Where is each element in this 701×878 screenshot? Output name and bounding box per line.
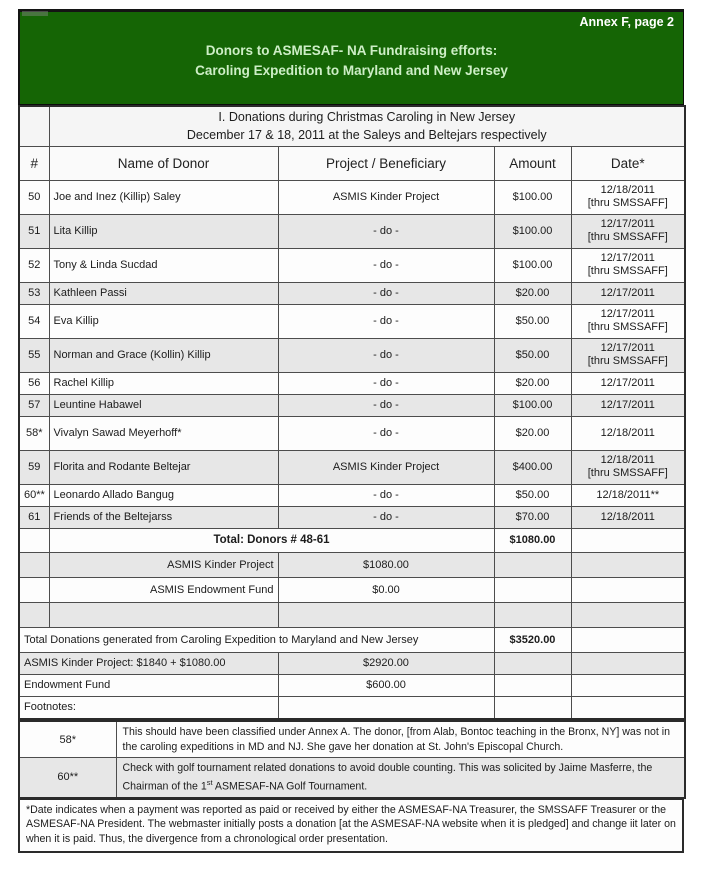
section-header-cell	[49, 106, 685, 146]
donor-row	[19, 372, 685, 394]
footnotes-table	[18, 720, 686, 799]
column-header-number: #	[19, 146, 49, 180]
donor-row	[19, 484, 685, 506]
subtotal-spacer-cell	[19, 552, 49, 577]
project-cell: ASMIS Kinder Project	[278, 450, 494, 484]
date-cell	[571, 484, 685, 506]
donor-row	[19, 214, 685, 248]
donor-name-cell: Joe and Inez (Killip) Saley	[49, 180, 278, 214]
donor-name-cell: Vivalyn Sawad Meyerhoff*	[49, 416, 278, 450]
donor-row	[19, 304, 685, 338]
column-header-amount: Amount	[494, 146, 571, 180]
column-header-project: Project / Beneficiary	[278, 146, 494, 180]
date-cell	[571, 394, 685, 416]
project-cell: - do -	[278, 304, 494, 338]
project-cell: - do -	[278, 248, 494, 282]
summary-kinder-amount-cell	[494, 652, 571, 674]
date-cell	[571, 214, 685, 248]
donor-name-cell: Rachel Killip	[49, 372, 278, 394]
date-cell	[571, 372, 685, 394]
amount-cell: $20.00	[494, 416, 571, 450]
subtotal-kinder-label: ASMIS Kinder Project	[49, 552, 278, 577]
column-header-name: Name of Donor	[49, 146, 278, 180]
footnotes-label: Footnotes:	[19, 696, 278, 719]
spacer-cell	[278, 602, 494, 627]
subtotal-endowment-amount-cell	[494, 577, 571, 602]
amount-cell: $50.00	[494, 484, 571, 506]
total-row-spacer-cell	[19, 528, 49, 552]
donor-name-cell: Kathleen Passi	[49, 282, 278, 304]
donor-name-cell: Lita Killip	[49, 214, 278, 248]
section-header-line1: I. Donations during Christmas Caroling in New Jersey	[218, 110, 516, 125]
subtotal-endowment-label: ASMIS Endowment Fund	[49, 577, 278, 602]
date-line2: [thru SMSSAFF]	[587, 467, 668, 479]
summary-kinder-value: $2920.00	[278, 652, 494, 674]
date-line2: [thru SMSSAFF]	[587, 197, 668, 209]
date-line1: 12/18/2011	[600, 454, 655, 466]
date-line1: 12/17/2011	[600, 398, 655, 411]
project-cell: - do -	[278, 282, 494, 304]
summary-row-kinder	[19, 652, 685, 674]
donor-name-cell: Norman and Grace (Kollin) Killip	[49, 338, 278, 372]
donor-row	[19, 282, 685, 304]
summary-row-endowment	[19, 674, 685, 696]
donations-table	[18, 105, 686, 720]
total-row	[19, 528, 685, 552]
donor-name-cell: Tony & Linda Sucdad	[49, 248, 278, 282]
date-line2: [thru SMSSAFF]	[587, 321, 668, 333]
footnote-60-text	[116, 758, 685, 798]
grand-total-row	[19, 627, 685, 652]
donor-number-cell: 55	[19, 338, 49, 372]
footnote-row-60	[19, 758, 685, 798]
spacer-cell	[19, 602, 49, 627]
date-line1: 12/17/2011	[600, 308, 655, 320]
date-cell	[571, 282, 685, 304]
donor-number-cell: 50	[19, 180, 49, 214]
subtotal-kinder-date-cell	[571, 552, 685, 577]
donor-name-cell: Florita and Rodante Beltejar	[49, 450, 278, 484]
summary-endowment-amount-cell	[494, 674, 571, 696]
date-line2: [thru SMSSAFF]	[587, 231, 668, 243]
date-cell	[571, 338, 685, 372]
column-header-row	[19, 146, 685, 180]
donor-number-cell: 57	[19, 394, 49, 416]
date-line1: 12/18/2011	[600, 184, 655, 196]
subtotal-endowment-date-cell	[571, 577, 685, 602]
date-line1: 12/17/2011	[600, 218, 655, 230]
donor-row	[19, 506, 685, 528]
total-date-cell	[571, 528, 685, 552]
donor-number-cell: 58*	[19, 416, 49, 450]
project-cell: - do -	[278, 484, 494, 506]
amount-cell: $70.00	[494, 506, 571, 528]
section-header-spacer-cell	[19, 106, 49, 146]
donor-number-cell: 56	[19, 372, 49, 394]
project-cell: - do -	[278, 394, 494, 416]
footnote-60-superscript: st	[206, 777, 213, 787]
spacer-row	[19, 602, 685, 627]
donor-number-cell: 51	[19, 214, 49, 248]
footnotes-label-row	[19, 696, 685, 719]
date-line1: 12/17/2011	[600, 342, 655, 354]
grand-total-amount: $3520.00	[494, 627, 571, 652]
subtotal-row-kinder	[19, 552, 685, 577]
summary-kinder-label: ASMIS Kinder Project: $1840 + $1080.00	[19, 652, 278, 674]
footnotes-empty-cell	[278, 696, 494, 719]
spacer-cell	[571, 602, 685, 627]
donor-name-cell: Leuntine Habawel	[49, 394, 278, 416]
total-label: Total: Donors # 48-61	[49, 528, 494, 552]
donor-name-cell: Leonardo Allado Bangug	[49, 484, 278, 506]
donor-row	[19, 450, 685, 484]
spacer-cell	[49, 602, 278, 627]
footnote-row-58	[19, 721, 685, 758]
project-cell: - do -	[278, 416, 494, 450]
project-cell: - do -	[278, 338, 494, 372]
subtotal-spacer-cell	[19, 577, 49, 602]
date-footnote: *Date indicates when a payment was reported as paid or received by either the ASMESAF-NA Treasurer, the SMSSAFF Treasurer or the ASMESAF-NA President. The webmaster initially posts a donation [at the ASMESAF-NA website when it is pledged] and change iit later on when it is paid. Thus, the divergence from a chronological order presentation.	[18, 799, 684, 854]
date-cell	[571, 180, 685, 214]
section-header-line2: December 17 & 18, 2011 at the Saleys and Beltejars respectively	[186, 128, 547, 143]
amount-cell: $20.00	[494, 372, 571, 394]
date-line1: 12/18/2011	[600, 510, 655, 523]
grand-total-date-cell	[571, 627, 685, 652]
page-title-line1: Donors to ASMESAF- NA Fundraising efforts:	[205, 43, 498, 58]
donor-row	[19, 338, 685, 372]
donor-number-cell: 54	[19, 304, 49, 338]
footnote-58-text: This should have been classified under Annex A. The donor, [from Alab, Bontoc teaching in the Bronx, NY] was not in the caroling expeditions in MD and NJ. She gave her donation at St. John's Episcopal Church.	[116, 721, 685, 758]
date-cell	[571, 450, 685, 484]
page-title-line2: Caroling Expedition to Maryland and New Jersey	[195, 63, 508, 78]
amount-cell: $20.00	[494, 282, 571, 304]
donor-name-cell: Eva Killip	[49, 304, 278, 338]
amount-cell: $400.00	[494, 450, 571, 484]
summary-kinder-date-cell	[571, 652, 685, 674]
annex-page-label: Annex F, page 2	[579, 15, 674, 29]
date-line1: 12/17/2011	[600, 252, 655, 264]
summary-endowment-label: Endowment Fund	[19, 674, 278, 696]
donor-row	[19, 394, 685, 416]
donor-row	[19, 416, 685, 450]
footnotes-empty-cell	[571, 696, 685, 719]
donor-number-cell: 53	[19, 282, 49, 304]
footnote-60-number: 60**	[19, 758, 116, 798]
date-line1: 12/17/2011	[600, 286, 655, 299]
project-cell: - do -	[278, 372, 494, 394]
summary-endowment-value: $600.00	[278, 674, 494, 696]
footnotes-empty-cell	[494, 696, 571, 719]
green-title-banner	[18, 9, 684, 105]
summary-endowment-date-cell	[571, 674, 685, 696]
donor-row	[19, 248, 685, 282]
amount-cell: $100.00	[494, 214, 571, 248]
donor-number-cell: 60**	[19, 484, 49, 506]
donor-number-cell: 61	[19, 506, 49, 528]
amount-cell: $100.00	[494, 248, 571, 282]
date-cell	[571, 506, 685, 528]
date-cell	[571, 304, 685, 338]
project-cell: - do -	[278, 214, 494, 248]
grand-total-label: Total Donations generated from Caroling Expedition to Maryland and New Jersey	[19, 627, 494, 652]
footnote-58-number: 58*	[19, 721, 116, 758]
subtotal-endowment-value: $0.00	[278, 577, 494, 602]
scan-artifact-mark	[22, 11, 48, 16]
date-line2: [thru SMSSAFF]	[587, 355, 668, 367]
date-line2: [thru SMSSAFF]	[587, 265, 668, 277]
subtotal-row-endowment	[19, 577, 685, 602]
donor-number-cell: 52	[19, 248, 49, 282]
amount-cell: $100.00	[494, 394, 571, 416]
donor-name-cell: Friends of the Beltejarss	[49, 506, 278, 528]
date-line1: 12/18/2011	[600, 426, 655, 439]
donor-number-cell: 59	[19, 450, 49, 484]
project-cell: - do -	[278, 506, 494, 528]
project-cell: ASMIS Kinder Project	[278, 180, 494, 214]
spacer-cell	[494, 602, 571, 627]
amount-cell: $100.00	[494, 180, 571, 214]
total-amount: $1080.00	[494, 528, 571, 552]
date-cell	[571, 248, 685, 282]
donor-row	[19, 180, 685, 214]
date-cell	[571, 416, 685, 450]
column-header-date: Date*	[571, 146, 685, 180]
amount-cell: $50.00	[494, 338, 571, 372]
date-line1: 12/17/2011	[600, 376, 655, 389]
amount-cell: $50.00	[494, 304, 571, 338]
page-title	[20, 41, 683, 81]
footnote-60-text-post: ASMESAF-NA Golf Tournament.	[212, 780, 368, 793]
section-header-row	[19, 106, 685, 146]
subtotal-kinder-value: $1080.00	[278, 552, 494, 577]
footnote-60-text-pre: Check with golf tournament related donations to avoid double counting. This was solicited by Jaime Masferre, the Chairman of the 1	[122, 762, 653, 793]
date-line1: 12/18/2011**	[596, 488, 660, 501]
subtotal-kinder-amount-cell	[494, 552, 571, 577]
